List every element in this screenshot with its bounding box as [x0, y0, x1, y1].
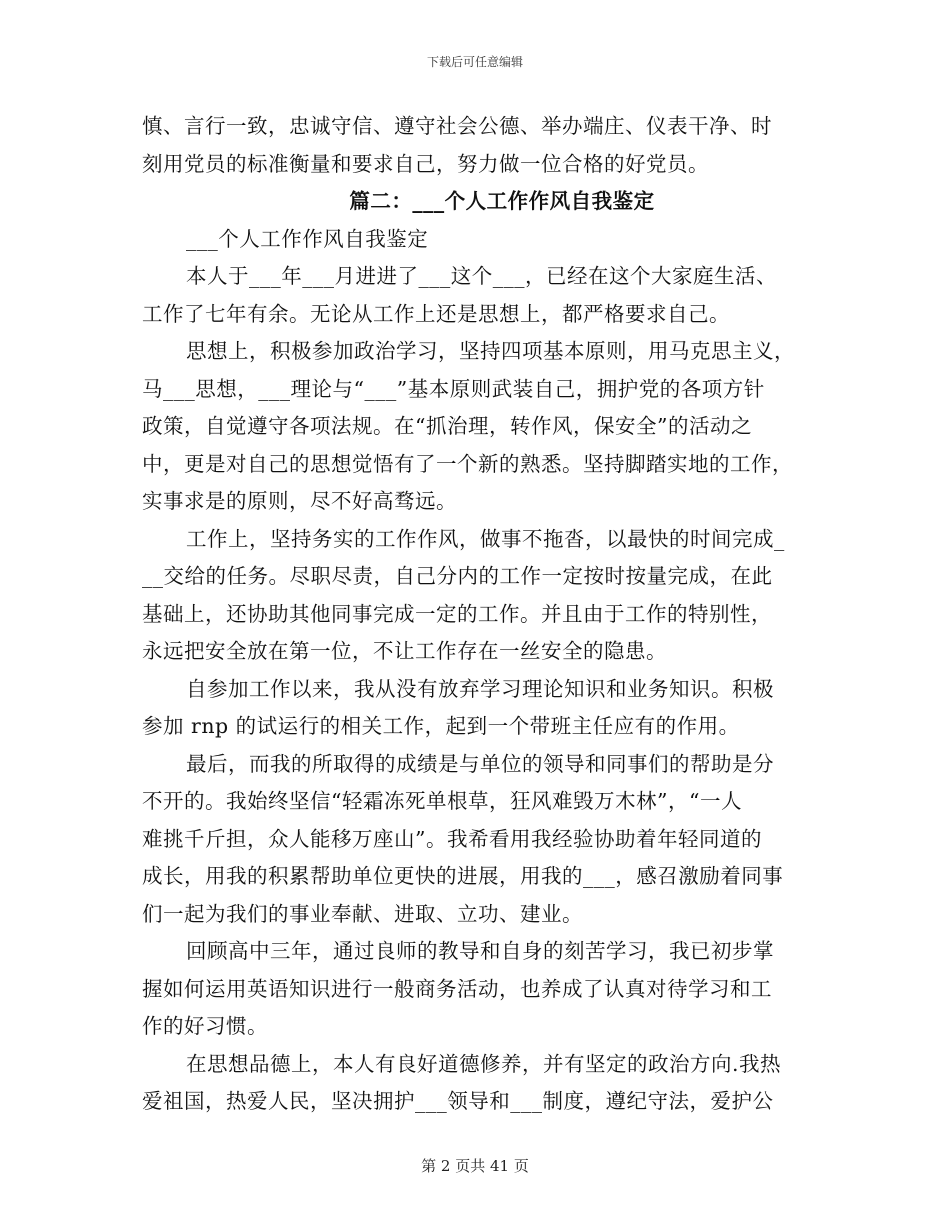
text-line: 实事求是的原则，尽不好高骛远。 [142, 489, 457, 513]
document-body [142, 108, 810, 1121]
paragraph-start-line: 在思想品德上，本人有良好道德修养，并有坚定的政治方向.我热 [186, 1051, 782, 1076]
text-line: 中，更是对自己的思想觉悟有了一个新的熟悉。坚持脚踏实地的工作， [142, 451, 793, 476]
text-line: 爱祖国，热爱人民，坚决拥护___领导和___制度，遵纪守法，爱护公 [142, 1089, 774, 1113]
paragraph-start-line: 思想上，积极参加政治学习，坚持四项基本原则，用马克思主义， [186, 339, 795, 363]
text-line: 握如何运用英语知识进行一般商务活动，也养成了认真对待学习和工 [142, 976, 772, 1001]
paragraph-start-line: 自参加工作以来，我从没有放弃学习理论知识和业务知识。积极 [186, 676, 774, 701]
page-footer: 第 2 页共 41 页 [421, 1157, 529, 1175]
text-line: 作的好习惯。 [142, 1014, 268, 1038]
text-line: 政策，自觉遵守各项法规。在“抓治理，转作风，保安全”的活动之 [142, 414, 752, 438]
text-line: 们一起为我们的事业奉献、进取、立功、建业。 [142, 901, 583, 926]
text-line: 刻用党员的标准衡量和要求自己，努力做一位合格的好党员。 [142, 151, 709, 176]
paragraph-start-line: 工作上，坚持务实的工作作风，做事不拖沓，以最快的时间完成_ [186, 526, 785, 551]
paragraph-start-line: 本人于___年___月进进了___这个___，已经在这个大家庭生活、 [186, 264, 777, 288]
text-line: 慎、言行一致，忠诚守信、遵守社会公德、举办端庄、仪表干净、时 [142, 114, 772, 138]
text-line: 不开的。我始终坚信“轻霜冻死单根草，狂风难毁万木林”，“一人 [142, 789, 742, 813]
text-line: 工作了七年有余。无论从工作上还是思想上，都严格要求自己。 [142, 301, 730, 326]
text-line: 成长，用我的积累帮助单位更快的进展，用我的___，感召激励着同事 [142, 864, 784, 888]
text-line: 永远把安全放在第一位，不让工作存在一丝安全的隐患。 [142, 639, 667, 663]
text-line: 参加 rnp 的试运行的相关工作，起到一个带班主任应有的作用。 [142, 714, 740, 738]
paragraph-start-line: 回顾高中三年，通过良师的教导和自身的刻苦学习，我已初步掌 [186, 939, 774, 963]
text-line: 马___思想，___理论与“___”基本原则武装自己，拥护党的各项方针 [142, 376, 765, 401]
paragraph-start-line: 最后，而我的所取得的成绩是与单位的领导和同事们的帮助是分 [186, 751, 774, 776]
section-title: 篇二：___个人工作作风自我鉴定 [349, 189, 655, 213]
text-line: 基础上，还协助其他同事完成一定的工作。并且由于工作的特别性， [142, 601, 772, 626]
text-line: __交给的任务。尽职尽责，自己分内的工作一定按时按量完成，在此 [142, 564, 773, 588]
subtitle-line: ___个人工作作风自我鉴定 [186, 226, 429, 251]
page-header: 下载后可任意编辑 [426, 55, 523, 69]
text-line: 难挑千斤担，众人能移万座山”。我希看用我经验协助着年轻同道的 [142, 826, 762, 851]
